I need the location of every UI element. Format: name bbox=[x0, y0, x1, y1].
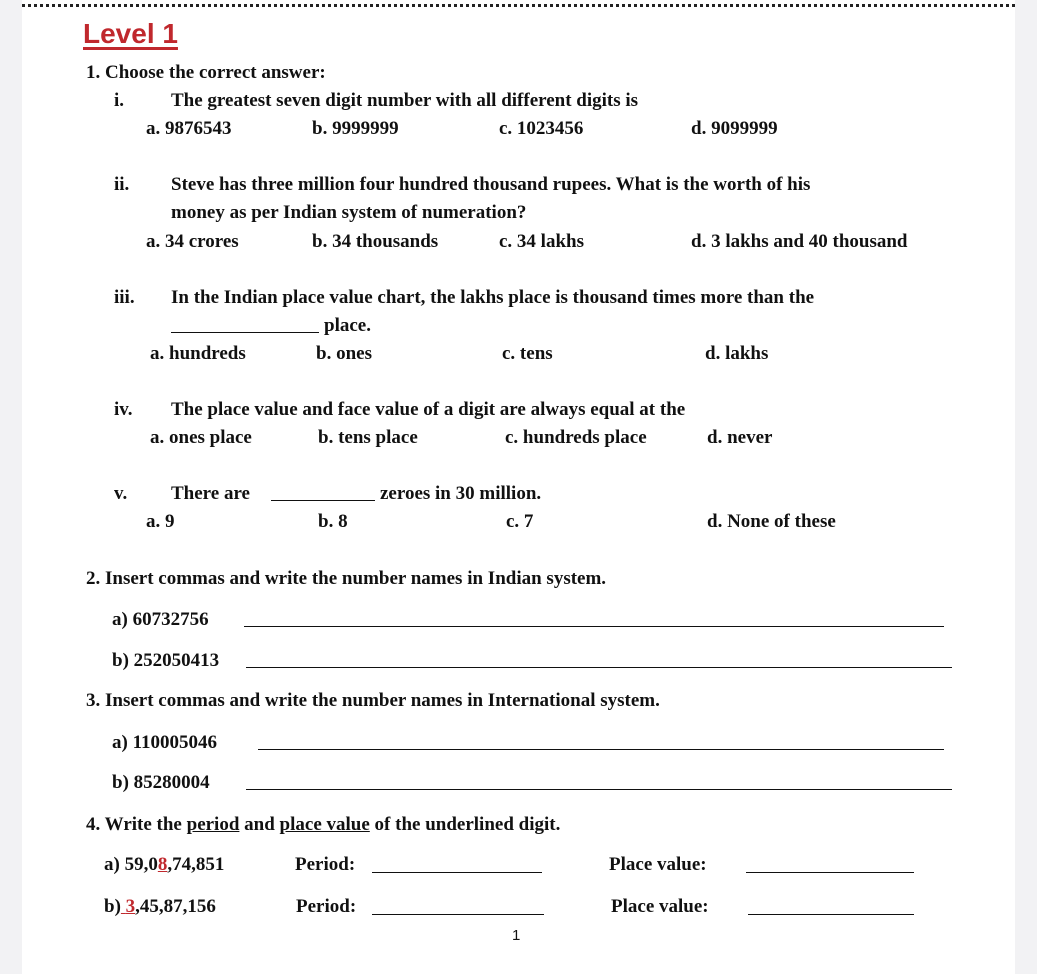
q1-v-answer-blank bbox=[271, 500, 375, 501]
q4-item-b-post: ,45,87,156 bbox=[135, 896, 216, 917]
q4-item-b-label: b) bbox=[104, 896, 121, 917]
q3-item-a: a) 110005046 bbox=[112, 732, 218, 753]
q1-v-number: v. bbox=[114, 483, 128, 504]
q1-iii-option-d: d. lakhs bbox=[705, 343, 769, 364]
q1-iii-stem-line2: place. bbox=[324, 315, 371, 336]
q4-heading-period: period bbox=[186, 814, 240, 835]
q1-ii-stem-line1: Steve has three million four hundred thousand rupees. What is the worth of his bbox=[171, 174, 811, 195]
q1-iii-option-b: b. ones bbox=[316, 343, 372, 364]
q4-item-b-place-value-line bbox=[748, 914, 914, 915]
q2-item-b-answer-line bbox=[246, 667, 952, 668]
q3-heading: 3. Insert commas and write the number names in International system. bbox=[86, 690, 660, 711]
q1-v-option-b: b. 8 bbox=[318, 511, 348, 532]
q4-item-a-period-line bbox=[372, 872, 542, 873]
q1-ii-option-c: c. 34 lakhs bbox=[499, 231, 584, 252]
q1-iv-option-a: a. ones place bbox=[150, 427, 252, 448]
q1-ii-option-a: a. 34 crores bbox=[146, 231, 239, 252]
q4-item-a-pre: 59,0 bbox=[124, 854, 158, 875]
q1-i-option-a: a. 9876543 bbox=[146, 118, 232, 139]
q1-v-stem-part2: zeroes in 30 million. bbox=[380, 483, 542, 504]
q1-i-number: i. bbox=[114, 90, 125, 111]
q1-iii-answer-blank bbox=[171, 332, 319, 333]
q1-heading: 1. Choose the correct answer: bbox=[86, 62, 326, 83]
q4-item-b-period-line bbox=[372, 914, 544, 915]
q4-item-b-number bbox=[104, 897, 216, 916]
q4-item-a-period-label: Period: bbox=[295, 854, 356, 875]
q1-iv-stem: The place value and face value of a digit are always equal at the bbox=[171, 399, 686, 420]
q4-item-a-number bbox=[104, 855, 224, 874]
q4-heading-place-value: place value bbox=[279, 814, 370, 835]
q1-v-option-a: a. 9 bbox=[146, 511, 175, 532]
q4-item-a-place-value-line bbox=[746, 872, 914, 873]
q1-ii-stem-line2: money as per Indian system of numeration? bbox=[171, 202, 527, 223]
q4-heading-pre: 4. Write the bbox=[86, 814, 182, 835]
q4-heading-and: and bbox=[244, 814, 275, 835]
q4-heading-post: of the underlined digit. bbox=[374, 814, 561, 835]
q3-item-b: b) 85280004 bbox=[112, 772, 210, 793]
q4-item-a-underlined-digit: 8 bbox=[157, 854, 168, 875]
q1-ii-option-b: b. 34 thousands bbox=[312, 231, 439, 252]
q1-i-option-d: d. 9099999 bbox=[691, 118, 778, 139]
q4-item-b-place-value-label: Place value: bbox=[611, 896, 709, 917]
q1-iii-stem-line1: In the Indian place value chart, the lakhs place is thousand times more than the bbox=[171, 287, 815, 308]
q1-iv-option-b: b. tens place bbox=[318, 427, 418, 448]
q2-item-a-answer-line bbox=[244, 626, 944, 627]
q1-i-stem: The greatest seven digit number with all different digits is bbox=[171, 90, 639, 111]
q1-iii-option-c: c. tens bbox=[502, 343, 553, 364]
top-dotted-border bbox=[22, 4, 1015, 7]
q1-v-option-d: d. None of these bbox=[707, 511, 836, 532]
q4-item-a-place-value-label: Place value: bbox=[609, 854, 707, 875]
q1-v-option-c: c. 7 bbox=[506, 511, 534, 532]
q1-ii-number: ii. bbox=[114, 174, 130, 195]
q1-iii-number: iii. bbox=[114, 287, 135, 308]
q1-i-option-b: b. 9999999 bbox=[312, 118, 399, 139]
q2-item-a: a) 60732756 bbox=[112, 609, 209, 630]
q1-iv-number: iv. bbox=[114, 399, 133, 420]
q1-ii-option-d: d. 3 lakhs and 40 thousand bbox=[691, 231, 908, 252]
q3-item-b-answer-line bbox=[246, 789, 952, 790]
q2-heading: 2. Insert commas and write the number names in Indian system. bbox=[86, 568, 607, 589]
q4-heading bbox=[86, 815, 560, 834]
q4-item-a-label: a) bbox=[104, 854, 120, 875]
q1-iv-option-c: c. hundreds place bbox=[505, 427, 647, 448]
q1-i-option-c: c. 1023456 bbox=[499, 118, 584, 139]
q1-iv-option-d: d. never bbox=[707, 427, 773, 448]
q4-item-a-post: ,74,851 bbox=[167, 854, 225, 875]
q2-item-b: b) 252050413 bbox=[112, 650, 220, 671]
q1-v-stem-part1: There are bbox=[171, 483, 250, 504]
q1-iii-option-a: a. hundreds bbox=[150, 343, 246, 364]
q3-item-a-answer-line bbox=[258, 749, 944, 750]
level-title: Level 1 bbox=[83, 18, 178, 49]
q4-item-b-period-label: Period: bbox=[296, 896, 357, 917]
page-number: 1 bbox=[512, 927, 521, 944]
q4-item-b-underlined-digit: 3 bbox=[125, 896, 136, 917]
